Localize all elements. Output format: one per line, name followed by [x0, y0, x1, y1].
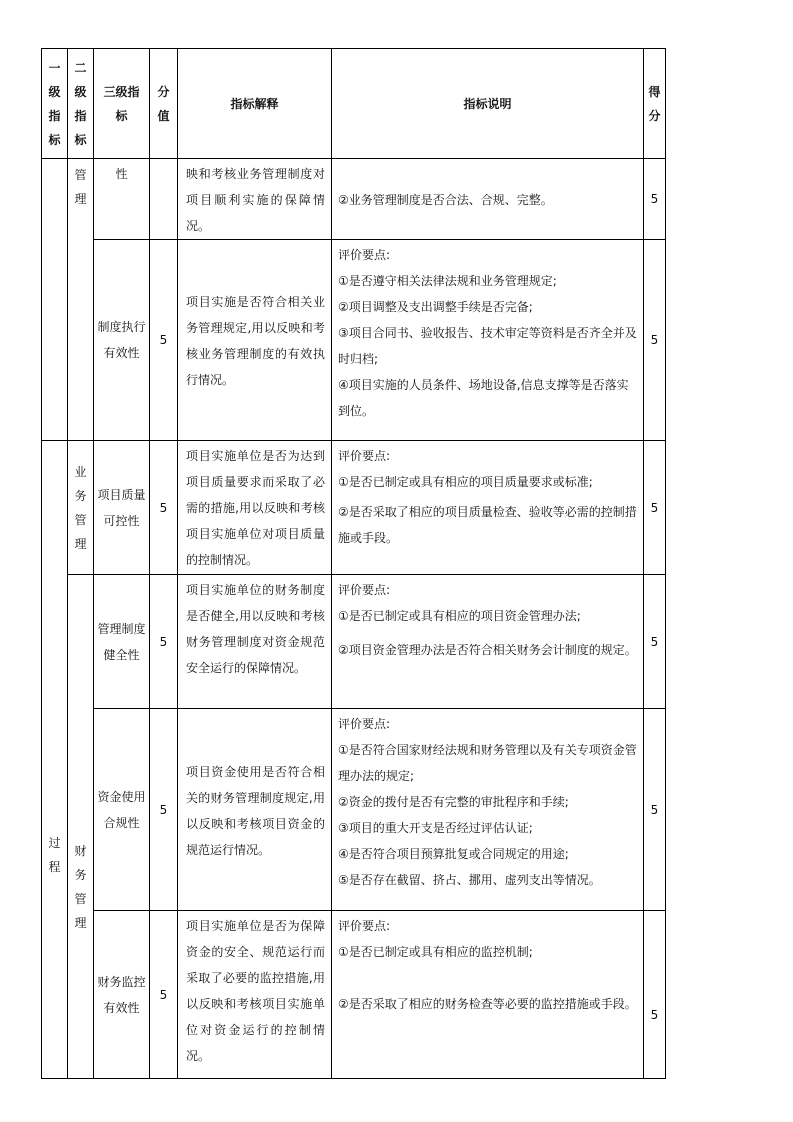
weight-cell: 5: [150, 575, 178, 709]
level2-cell-mgmt: 管理: [68, 159, 94, 441]
score-cell: 5: [644, 709, 666, 911]
weight-cell: [150, 159, 178, 240]
description-cell: 评价要点: ①是否已制定或具有相应的项目资金管理办法; ②项目资金管理办法是否符合相关财务会计制度的规定。: [332, 575, 644, 709]
score-cell: 5: [644, 240, 666, 441]
header-level1: 一级指标: [42, 49, 68, 159]
table-row: [42, 240, 666, 441]
header-level3: 三级指标: [94, 49, 150, 159]
score-cell: 5: [644, 159, 666, 240]
table-row: [42, 575, 666, 709]
weight-cell: 5: [150, 911, 178, 1079]
table-row: [42, 709, 666, 911]
header-level2: 二级指标: [68, 49, 94, 159]
explanation-cell: 项目实施单位是否为保障资金的安全、规范运行而采取了必要的监控措施,用以反映和考核项目实施单位对资金运行的控制情况。: [178, 911, 332, 1079]
description-cell: 评价要点: ①是否已制定或具有相应的项目质量要求或标准; ②是否采取了相应的项目质量检查、验收等必需的控制措施或手段。: [332, 441, 644, 575]
description-cell: 评价要点: ①是否已制定或具有相应的监控机制; ②是否采取了相应的财务检查等必要的监控措施或手段。: [332, 911, 644, 1079]
indicator-table: [41, 48, 666, 1079]
score-cell: 5: [644, 911, 666, 1079]
explanation-cell: 映和考核业务管理制度对项目顺利实施的保障情况。: [178, 159, 332, 240]
score-cell: 5: [644, 441, 666, 575]
explanation-cell: 项目资金使用是否符合相关的财务管理制度规定,用以反映和考核项目资金的规范运行情况。: [178, 709, 332, 911]
weight-cell: 5: [150, 709, 178, 911]
weight-cell: 5: [150, 240, 178, 441]
score-cell: 5: [644, 575, 666, 709]
explanation-cell: 项目实施单位的财务制度是否健全,用以反映和考核财务管理制度对资金规范安全运行的保障情况。: [178, 575, 332, 709]
level3-cell: 项目质量可控性: [94, 441, 150, 575]
header-weight: 分值: [150, 49, 178, 159]
header-description: 指标说明: [332, 49, 644, 159]
level3-cell: 管理制度健全性: [94, 575, 150, 709]
table-row: [42, 159, 666, 240]
header-row: [42, 49, 666, 159]
level1-cell-process: 过程: [42, 441, 68, 1079]
level3-cell: 资金使用合规性: [94, 709, 150, 911]
explanation-cell: 项目实施单位是否为达到项目质量要求而采取了必需的措施,用以反映和考核项目实施单位对项目质量的控制情况。: [178, 441, 332, 575]
description-cell: 评价要点: ①是否符合国家财经法规和财务管理以及有关专项资金管理办法的规定; ②资金的拨付是否有完整的审批程序和手续; ③项目的重大开支是否经过评估认证; ④是否符合项目预算批复或合同规定的用途; ⑤是否存在截留、挤占、挪用、虚列支出等情况。: [332, 709, 644, 911]
description-cell: ②业务管理制度是否合法、合规、完整。: [332, 159, 644, 240]
table-row: [42, 441, 666, 575]
weight-cell: 5: [150, 441, 178, 575]
header-score: 得分: [644, 49, 666, 159]
explanation-cell: 项目实施是否符合相关业务管理规定,用以反映和考核业务管理制度的有效执行情况。: [178, 240, 332, 441]
level2-cell-business: 业务管理: [68, 441, 94, 575]
description-cell: 评价要点: ①是否遵守相关法律法规和业务管理规定; ②项目调整及支出调整手续是否完备; ③项目合同书、验收报告、技术审定等资料是否齐全并及时归档; ④项目实施的人员条件、场地设备,信息支撑等是否落实到位。: [332, 240, 644, 441]
level3-cell: 制度执行有效性: [94, 240, 150, 441]
header-explanation: 指标解释: [178, 49, 332, 159]
table-row: [42, 911, 666, 1079]
level2-cell-finance: 财务管理: [68, 575, 94, 1079]
level3-cell: 财务监控有效性: [94, 911, 150, 1079]
level1-cell-empty: [42, 159, 68, 441]
level3-cell: 性: [94, 159, 150, 240]
